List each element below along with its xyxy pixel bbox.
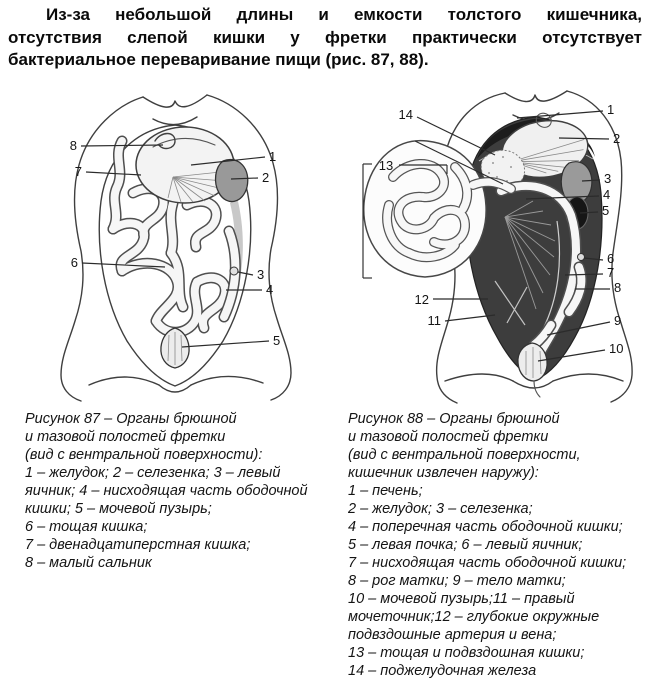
caption-line: (вид с вентральной поверхности): xyxy=(25,447,263,463)
caption-line: 8 – рог матки; 9 – тело матки; xyxy=(348,573,566,589)
caption-line: 8 – малый сальник xyxy=(25,555,152,571)
callout-number-2: 2 xyxy=(613,131,621,146)
caption-line: и тазовой полостей фретки xyxy=(25,429,226,445)
callout-number-6: 6 xyxy=(70,255,78,270)
caption-line: (вид с вентральной поверхности, xyxy=(348,447,581,463)
caption-line: 1 – печень; xyxy=(348,483,423,499)
callout-number-14: 14 xyxy=(398,107,413,122)
callout-number-7: 7 xyxy=(74,164,82,179)
caption-line: Рисунок 88 – Органы брюшной xyxy=(348,411,560,427)
body-paragraph xyxy=(8,4,642,72)
callout-number-3: 3 xyxy=(604,171,612,186)
callout-number-5: 5 xyxy=(602,203,610,218)
caption-line: 2 – желудок; 3 – селезенка; xyxy=(348,501,533,517)
callout-number-13: 13 xyxy=(378,158,394,173)
caption-line: 7 – нисходящая часть ободочной кишки; xyxy=(348,555,627,571)
fig88-bladder xyxy=(518,343,547,397)
caption-line: яичник; 4 – нисходящая часть ободочной xyxy=(25,483,308,499)
caption-line: кишечник извлечен наружу): xyxy=(348,465,539,481)
caption-line: 14 – поджелудочная железа xyxy=(348,663,537,679)
callout-number-2: 2 xyxy=(262,170,270,185)
caption-line: 5 – левая почка; 6 – левый яичник; xyxy=(348,537,583,553)
caption-line: подвздошные артерия и вена; xyxy=(348,627,557,643)
caption-line: 7 – двенадцатиперстная кишка; xyxy=(25,537,251,553)
figure-88-illustration xyxy=(345,85,645,405)
paragraph-line: Из-за небольшой длины и емкости толстого кишечника, xyxy=(46,5,642,24)
caption-line: 4 – поперечная часть ободочной кишки; xyxy=(348,519,623,535)
callout-number-8: 8 xyxy=(614,280,622,295)
caption-line: и тазовой полостей фретки xyxy=(348,429,549,445)
caption-line: Рисунок 87 – Органы брюшной xyxy=(25,411,237,427)
callout-number-4: 4 xyxy=(266,282,274,297)
figure-87-caption xyxy=(25,410,335,572)
caption-line: 13 – тощая и подвздошная кишки; xyxy=(348,645,585,661)
callout-number-6: 6 xyxy=(607,251,615,266)
caption-line: кишки; 5 – мочевой пузырь; xyxy=(25,501,212,517)
callout-number-10: 10 xyxy=(609,341,624,356)
caption-line: 10 – мочевой пузырь;11 – правый xyxy=(348,591,575,607)
caption-line: мочеточник;12 – глубокие окружные xyxy=(348,609,600,625)
fig87-spleen xyxy=(216,160,248,202)
figure-87-illustration xyxy=(25,85,325,405)
callout-number-7: 7 xyxy=(607,265,615,280)
paragraph-line: отсутствия слепой кишки у фретки практически отсутствует xyxy=(8,27,642,47)
caption-line: 1 – желудок; 2 – селезенка; 3 – левый xyxy=(25,465,281,481)
callout-number-4: 4 xyxy=(603,187,611,202)
callout-number-12: 12 xyxy=(414,292,429,307)
caption-line: 6 – тощая кишка; xyxy=(25,519,148,535)
callout-number-11: 11 xyxy=(427,313,441,328)
callout-number-8: 8 xyxy=(69,138,77,153)
paragraph-line: бактериальное переваривание пищи (рис. 87, 88). xyxy=(8,50,429,69)
fig87-ovary xyxy=(230,267,238,275)
callout-number-5: 5 xyxy=(273,333,281,348)
callout-number-1: 1 xyxy=(607,102,615,117)
callout-number-3: 3 xyxy=(257,267,265,282)
fig88-ovary xyxy=(578,254,585,261)
figure-88-caption xyxy=(348,410,648,680)
callout-number-1: 1 xyxy=(269,149,277,164)
callout-number-9: 9 xyxy=(614,313,622,328)
